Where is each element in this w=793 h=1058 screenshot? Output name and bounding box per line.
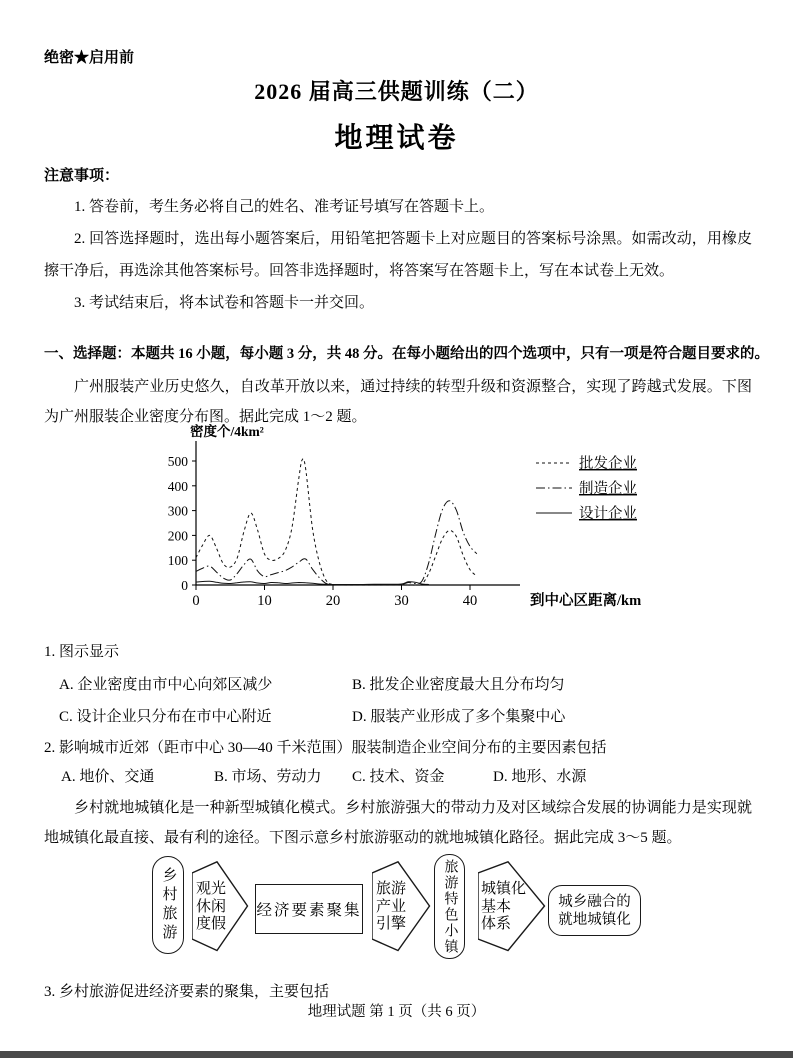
y-tick-label: 0 bbox=[181, 578, 188, 593]
exam-title: 2026 届高三供题训练（二） bbox=[254, 79, 539, 104]
x-tick-label: 0 bbox=[192, 593, 200, 609]
x-tick-label: 20 bbox=[325, 593, 341, 609]
notice-item-3: 3. 考试结束后，将本试卷和答题卡一并交回。 bbox=[74, 295, 375, 311]
option-2d: D. 地形、水源 bbox=[493, 769, 587, 785]
option-1b: B. 批发企业密度最大且分布均匀 bbox=[352, 677, 565, 693]
y-axis-label: 密度个/4km² bbox=[190, 424, 264, 439]
option-1a: A. 企业密度由市中心向郊区减少 bbox=[59, 677, 273, 693]
legend-label: 设计企业 bbox=[579, 506, 637, 522]
flow-node-tourism-town: 旅游特色小镇 bbox=[434, 854, 465, 959]
y-tick-label: 200 bbox=[167, 528, 188, 544]
flow-node-rural-tourism: 乡村旅游 bbox=[152, 856, 184, 954]
classification-label: 绝密★启用前 bbox=[44, 50, 135, 66]
x-tick-label: 40 bbox=[462, 593, 478, 609]
notice-item-1: 1. 答卷前，考生务必将自己的姓名、准考证号填写在答题卡上。 bbox=[74, 199, 495, 215]
series-line-制造企业 bbox=[196, 501, 477, 585]
legend-label: 制造企业 bbox=[579, 481, 637, 497]
flow-node-economic-elements: 经济要素聚集 bbox=[255, 884, 363, 934]
density-distribution-chart bbox=[148, 424, 708, 624]
flow-arrow-2-label: 旅游 产业 引擎 bbox=[376, 881, 407, 932]
option-2c: C. 技术、资金 bbox=[352, 769, 445, 785]
y-tick-label: 300 bbox=[167, 503, 188, 519]
y-tick-label: 100 bbox=[167, 553, 188, 569]
option-2a: A. 地价、交通 bbox=[61, 769, 155, 785]
question-1-stem: 1. 图示显示 bbox=[44, 644, 120, 660]
x-tick-label: 10 bbox=[257, 593, 272, 609]
question-1-options-row-1 bbox=[44, 673, 752, 695]
flow-node-integrated-urbanization: 城乡融合的 就地城镇化 bbox=[548, 885, 641, 936]
x-tick-label: 30 bbox=[394, 593, 409, 609]
passage-guangzhou-garment: 广州服装产业历史悠久，自改革开放以来，通过持续的转型升级和资源整合，实现了跨越式发展。下图为广州服装企业密度分布图。据此完成 1～2 题。 bbox=[44, 379, 752, 425]
y-tick-label: 400 bbox=[167, 478, 188, 494]
notice-item-2: 2. 回答选择题时，选出每小题答案后，用铅笔把答题卡上对应题目的答案标号涂黑。如需改动，用橡皮擦干净后，再选涂其他答案标号。回答非选择题时，将答案写在答题卡上，写在本试卷上无效。 bbox=[44, 231, 752, 279]
density-chart bbox=[148, 424, 708, 624]
question-3-stem: 3. 乡村旅游促进经济要素的聚集，主要包括 bbox=[44, 984, 330, 1000]
page-footer: 地理试题 第 1 页（共 6 页） bbox=[307, 1004, 486, 1020]
x-axis-label: 到中心区距离/km bbox=[530, 593, 642, 609]
question-1-options-row-2 bbox=[44, 705, 752, 727]
question-2-stem: 2. 影响城市近郊（距市中心 30—40 千米范围）服装制造企业空间分布的主要因素包括 bbox=[44, 740, 607, 756]
y-tick-label: 500 bbox=[167, 454, 188, 469]
section-one-heading: 一、选择题：本题共 16 小题，每小题 3 分，共 48 分。在每小题给出的四个选项中，只有一项是符合题目要求的。 bbox=[44, 346, 769, 362]
option-1c: C. 设计企业只分布在市中心附近 bbox=[59, 709, 272, 725]
flow-arrow-3-label: 城镇化 基本 体系 bbox=[481, 881, 527, 932]
option-2b: B. 市场、劳动力 bbox=[214, 769, 322, 785]
passage-rural-urbanization: 乡村就地城镇化是一种新型城镇化模式。乡村旅游强大的带动力及对区域综合发展的协调能力是实现就地城镇化最直接、最有利的途径。下图示意乡村旅游驱动的就地城镇化路径。据此完成 3～5 题。 bbox=[44, 800, 752, 846]
question-2-options-row bbox=[44, 765, 752, 787]
legend-label: 批发企业 bbox=[579, 456, 637, 472]
exam-subject-title: 地理试卷 bbox=[334, 123, 459, 154]
series-line-批发企业 bbox=[196, 459, 477, 585]
notice-list bbox=[44, 191, 752, 319]
flow-arrow-1-label: 观光 休闲 度假 bbox=[196, 881, 227, 932]
series-line-设计企业 bbox=[196, 581, 429, 584]
bottom-bar bbox=[0, 1051, 793, 1058]
option-1d: D. 服装产业形成了多个集聚中心 bbox=[352, 709, 566, 725]
notice-heading: 注意事项： bbox=[44, 168, 120, 184]
urbanization-flow-diagram bbox=[148, 852, 653, 966]
